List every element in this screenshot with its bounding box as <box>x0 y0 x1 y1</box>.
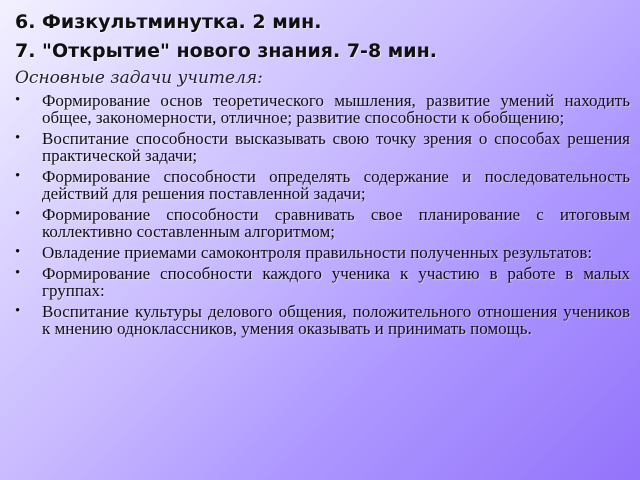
task-item-5 <box>15 244 630 261</box>
bullet-icon: • <box>15 92 21 108</box>
task-item-text: Овладение приемами самоконтроля правильности полученных результатов: <box>42 243 593 262</box>
task-item-6 <box>15 265 630 299</box>
bullet-icon: • <box>15 244 21 260</box>
task-item-3 <box>15 168 630 202</box>
task-item-text: Воспитание культуры делового общения, положительного отношения учеников к мнению одноклассников, умения оказывать и принимать помощь. <box>42 302 630 338</box>
bullet-icon: • <box>15 265 21 281</box>
task-item-text: Формирование способности сравнивать свое планирование с итоговым коллективно составленным алгоритмом; <box>42 205 630 241</box>
task-item-text: Воспитание способности высказывать свою точку зрения о способах решения практической задачи; <box>42 129 630 165</box>
task-item-4 <box>15 206 630 240</box>
task-item-text: Формирование способности определять содержание и последовательность действий для решения поставленной задачи; <box>42 167 630 203</box>
task-item-text: Формирование основ теоретического мышления, развитие умений находить общее, закономерности, отличное; развитие способности к обобщению; <box>42 91 630 127</box>
teacher-tasks-list <box>15 92 630 341</box>
bullet-icon: • <box>15 303 21 319</box>
section-heading-6: 6. Физкультминутка. 2 мин. <box>15 11 322 33</box>
teacher-tasks-subtitle: Основные задачи учителя: <box>15 68 263 88</box>
task-item-1 <box>15 92 630 126</box>
bullet-icon: • <box>15 206 21 222</box>
bullet-icon: • <box>15 130 21 146</box>
task-item-text: Формирование способности каждого ученика к участию в работе в малых группах: <box>42 264 630 300</box>
section-heading-7: 7. "Открытие" нового знания. 7-8 мин. <box>15 40 437 62</box>
bullet-icon: • <box>15 168 21 184</box>
task-item-2 <box>15 130 630 164</box>
task-item-7 <box>15 303 630 337</box>
